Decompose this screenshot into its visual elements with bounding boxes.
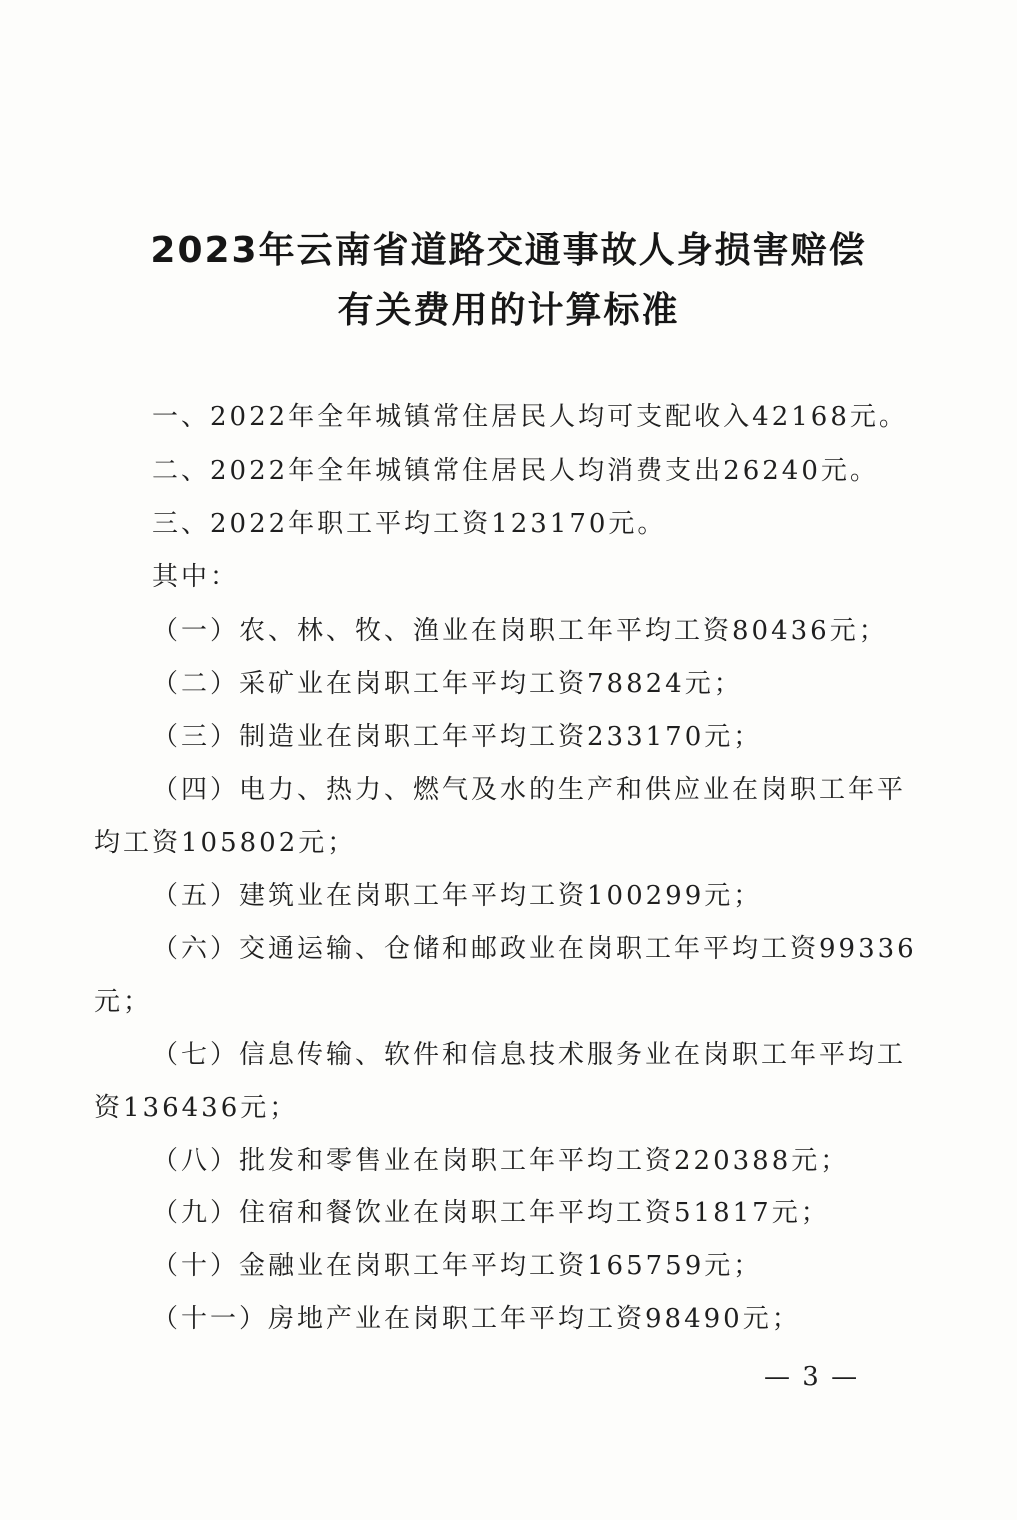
list-item: （三）制造业在岗职工年平均工资233170元；	[152, 722, 763, 752]
list-item: （六）交通运输、仓储和邮政业在岗职工年平均工资99336	[152, 934, 917, 964]
list-item-continuation: 元；	[94, 987, 153, 1017]
list-item-continuation: 均工资105802元；	[94, 828, 357, 858]
list-item: （八）批发和零售业在岗职工年平均工资220388元；	[152, 1146, 850, 1176]
list-item: （十）金融业在岗职工年平均工资165759元；	[152, 1251, 763, 1281]
paragraph-3: 三、2022年职工平均工资123170元。	[152, 509, 667, 539]
list-item: （九）住宿和餐饮业在岗职工年平均工资51817元；	[152, 1198, 830, 1228]
list-item-continuation: 资136436元；	[94, 1093, 299, 1123]
document-title-line-2: 有关费用的计算标准	[337, 290, 680, 331]
list-item: （五）建筑业在岗职工年平均工资100299元；	[152, 881, 763, 911]
paragraph-4: 其中：	[152, 562, 240, 592]
list-item: （一）农、林、牧、渔业在岗职工年平均工资80436元；	[152, 616, 888, 646]
list-item: （四）电力、热力、燃气及水的生产和供应业在岗职工年平	[152, 775, 907, 805]
page-number: — 3 —	[764, 1362, 860, 1392]
list-item: （七）信息传输、软件和信息技术服务业在岗职工年平均工	[152, 1040, 907, 1070]
paragraph-2: 二、2022年全年城镇常住居民人均消费支出26240元。	[152, 456, 879, 486]
list-item: （十一）房地产业在岗职工年平均工资98490元；	[152, 1304, 801, 1334]
paragraph-1: 一、2022年全年城镇常住居民人均可支配收入42168元。	[152, 402, 908, 432]
list-item: （二）采矿业在岗职工年平均工资78824元；	[152, 669, 743, 699]
document-title-line-1: 2023年云南省道路交通事故人身损害赔偿	[150, 230, 867, 271]
